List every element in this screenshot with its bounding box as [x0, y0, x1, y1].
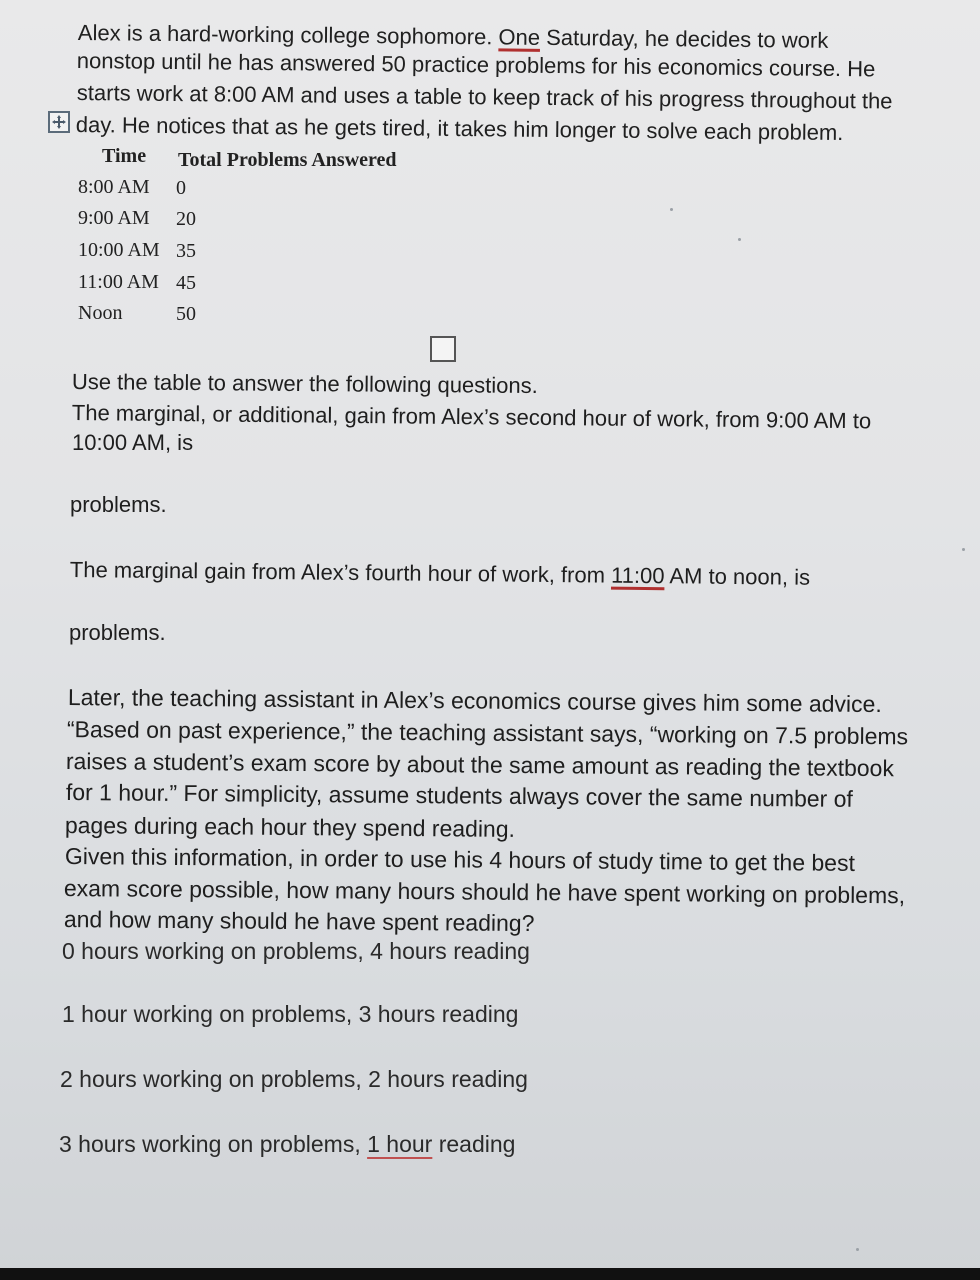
advice-line: “Based on past experience,” the teaching assistant says, “working on 7.5 problems [66, 716, 909, 750]
answer-option[interactable]: 0 hours working on problems, 4 hours reading [62, 938, 530, 964]
spellcheck-underlined-word: 11:00 [610, 562, 665, 589]
answer-option[interactable]: 1 hour working on problems, 3 hours reading [62, 1001, 519, 1027]
screen-bezel [0, 1268, 980, 1280]
question-2-text: The marginal gain from Alex’s fourth hour of work, from 11:00 AM to noon, is [69, 557, 811, 590]
table-cell-time: 8:00 AM [78, 176, 150, 198]
move-arrows-icon [51, 114, 67, 130]
advice-line: and how many should he have spent reading? [63, 906, 535, 937]
screen-speck [856, 1248, 859, 1251]
advice-line: exam score possible, how many hours should he have spent working on problems, [63, 875, 906, 909]
table-cell-count: 0 [176, 177, 186, 199]
intro-line-4: day. He notices that as he gets tired, it takes him longer to solve each problem. [75, 112, 844, 146]
intro-line-3: starts work at 8:00 AM and uses a table to keep track of his progress throughout the [76, 80, 893, 114]
advice-line: raises a student’s exam score by about the same amount as reading the textbook [65, 748, 895, 782]
intro-paragraph [0, 0, 980, 145]
screen-speck [738, 238, 741, 241]
answer-option[interactable]: 2 hours working on problems, 2 hours reading [60, 1066, 528, 1092]
spellcheck-underlined-word: One [498, 24, 541, 50]
table-cell-count: 50 [176, 303, 196, 325]
instruction-text: Use the table to answer the following questions. [71, 369, 538, 399]
advice-line: Given this information, in order to use his 4 hours of study time to get the best [64, 843, 856, 876]
table-cell-count: 45 [176, 272, 196, 294]
table-cell-time: 9:00 AM [78, 207, 150, 229]
table-header-total: Total Problems Answered [178, 149, 397, 171]
table-header-time: Time [102, 145, 147, 167]
advice-line: pages during each hour they spend reading. [64, 812, 516, 842]
screen-speck [670, 208, 673, 211]
table-cell-count: 35 [176, 240, 196, 262]
question-2-answer-input[interactable] [70, 590, 274, 618]
screen-speck [962, 548, 965, 551]
spellcheck-underlined-word: 1 hour [367, 1131, 433, 1157]
table-cell-time: 10:00 AM [78, 239, 160, 261]
question-1-line-1: The marginal, or additional, gain from Alex’s second hour of work, from 9:00 AM to [71, 400, 872, 434]
table-cell-time: Noon [78, 302, 123, 324]
table-cell-time: 11:00 AM [78, 271, 159, 293]
question-1-unit: problems. [70, 492, 167, 517]
advice-line: Later, the teaching assistant in Alex’s economics course gives him some advice. [67, 684, 882, 718]
question-1-line-2: 10:00 AM, is [72, 430, 194, 455]
question-1-answer-input[interactable] [72, 460, 276, 488]
intro-line-2: nonstop until he has answered 50 practice problems for his economics course. He [76, 48, 876, 82]
intro-line-1: Alex is a hard-working college sophomore. One Saturday, he decides to work [77, 20, 829, 53]
answer-option[interactable]: 3 hours working on problems, 1 hour reading [59, 1131, 516, 1157]
advice-line: for 1 hour.” For simplicity, assume students always cover the same number of [65, 779, 853, 812]
move-icon[interactable] [48, 111, 70, 133]
question-2-unit: problems. [69, 620, 166, 645]
checkbox[interactable] [430, 336, 456, 362]
table-cell-count: 20 [176, 208, 196, 230]
